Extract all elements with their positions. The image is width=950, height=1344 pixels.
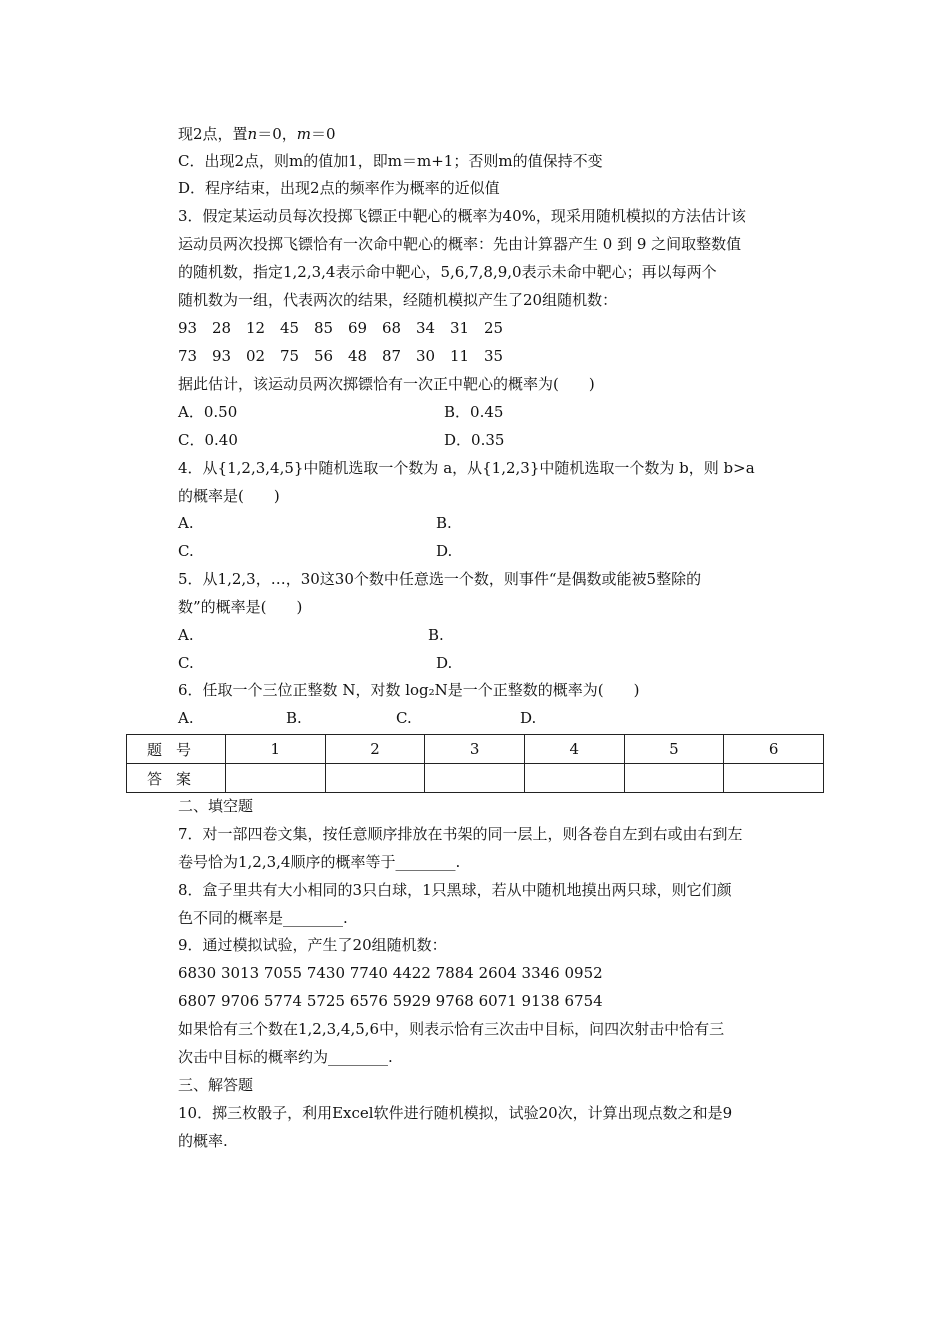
table-header-label: 题号 [127,735,226,764]
q4-option-a: A. [178,514,194,532]
section-fill-in: 二、填空题 [178,797,254,815]
q6-option-d: D. [520,709,537,727]
q10-line2: 的概率. [178,1132,228,1150]
random-number: 11 [450,347,470,365]
random-number: 68 [382,319,402,337]
q3-option-a: A．0.50 [178,403,238,421]
question-number-cell: 5 [624,735,724,764]
answer-cell[interactable] [325,764,425,793]
q4-option-b: B. [436,514,452,532]
answer-cell[interactable] [226,764,326,793]
text: ＝0 [311,125,336,143]
var-m: m [296,125,311,143]
random-number: 25 [484,319,504,337]
q5-option-a: A. [178,626,194,644]
q4-option-c: C. [178,542,194,560]
table-row [127,764,824,793]
answer-cell[interactable] [524,764,624,793]
random-number: 34 [416,319,436,337]
random-number: 02 [246,347,266,365]
answer-cell[interactable] [425,764,525,793]
answer-cell[interactable] [724,764,824,793]
q3-line1: 3．假定某运动员每次投掷飞镖正中靶心的概率为40%，现采用随机模拟的方法估计该 [178,207,746,225]
answer-table [126,734,824,793]
random-number: 85 [314,319,334,337]
q9-random-row-2: 6807 9706 5774 5725 6576 5929 9768 6071 9138 6754 [178,992,603,1010]
random-number: 73 [178,347,198,365]
question-number-cell: 1 [226,735,326,764]
var-n: n [247,125,258,143]
q3-random-row-2 [178,346,518,366]
random-number: 30 [416,347,436,365]
question-number-cell: 3 [425,735,525,764]
q3-option-b: B．0.45 [444,403,504,421]
q6-option-c: C. [396,709,412,727]
answer-cell[interactable] [624,764,724,793]
q4-option-d: D. [436,542,453,560]
q9-line4: 如果恰有三个数在1,2,3,4,5,6中，则表示恰有三次击中目标，问四次射击中恰有三 [178,1020,725,1038]
q3-option-c: C．0.40 [178,431,238,449]
random-number: 93 [212,347,232,365]
q4-line2: 的概率是( ) [178,487,280,505]
q9-random-row-1: 6830 3013 7055 7430 7740 4422 7884 2604 3346 0952 [178,964,603,982]
q6-line1: 6．任取一个三位正整数 N，对数 log₂N是一个正整数的概率为( ) [178,681,640,699]
q3-line5: 据此估计，该运动员两次掷镖恰有一次正中靶心的概率为( ) [178,375,595,393]
random-number: 69 [348,319,368,337]
q9-line1: 9．通过模拟试验，产生了20组随机数： [178,936,447,954]
table-row [127,735,824,764]
q5-option-c: C. [178,654,194,672]
random-number: 35 [484,347,504,365]
q7-line1: 7．对一部四卷文集，按任意顺序排放在书架的同一层上，则各卷自左到右或由右到左 [178,825,743,843]
random-number: 56 [314,347,334,365]
section-answer: 三、解答题 [178,1076,254,1094]
q6-option-a: A. [178,709,194,727]
text: 现2点，置 [178,125,248,143]
question-number-cell: 6 [724,735,824,764]
q8-line1: 8．盒子里共有大小相同的3只白球，1只黑球，若从中随机地摸出两只球，则它们颜 [178,881,732,899]
q7-line2: 卷号恰为1,2,3,4顺序的概率等于________. [178,853,461,871]
q10-line1: 10．掷三枚骰子，利用Excel软件进行随机模拟，试验20次，计算出现点数之和是9 [178,1104,733,1122]
text: ＝0， [257,125,297,143]
q8-line2: 色不同的概率是________. [178,909,348,927]
q4-line1: 4．从{1,2,3,4,5}中随机选取一个数为 a，从{1,2,3}中随机选取一个数为 b，则 b>a [178,459,755,477]
q3-option-d: D．0.35 [444,431,505,449]
line-q2-b-cont [178,124,336,144]
random-number: 93 [178,319,198,337]
q3-line2: 运动员两次投掷飞镖恰有一次命中靶心的概率：先由计算器产生 0 到 9 之间取整数值 [178,235,742,253]
question-number-cell: 4 [524,735,624,764]
q5-line1: 5．从1,2,3，…，30这30个数中任意选一个数，则事件“是偶数或能被5整除的 [178,570,702,588]
q6-option-b: B. [286,709,302,727]
random-number: 31 [450,319,470,337]
q3-random-row-1 [178,318,518,338]
random-number: 75 [280,347,300,365]
random-number: 45 [280,319,300,337]
random-number: 28 [212,319,232,337]
q9-line5: 次击中目标的概率约为________. [178,1048,393,1066]
random-number: 87 [382,347,402,365]
random-number: 48 [348,347,368,365]
q3-line3: 的随机数，指定1,2,3,4表示命中靶心，5,6,7,8,9,0表示未命中靶心；再以每两个 [178,263,717,281]
q5-option-d: D. [436,654,453,672]
q5-option-b: B. [428,626,444,644]
question-number-cell: 2 [325,735,425,764]
random-number: 12 [246,319,266,337]
line-q2-c: C．出现2点，则m的值加1，即m＝m+1；否则m的值保持不变 [178,152,603,170]
q3-line4: 随机数为一组，代表两次的结果，经随机模拟产生了20组随机数： [178,291,618,309]
table-answer-label: 答案 [127,764,226,793]
line-q2-d: D．程序结束，出现2点的频率作为概率的近似值 [178,179,500,197]
q5-line2: 数”的概率是( ) [178,598,303,616]
